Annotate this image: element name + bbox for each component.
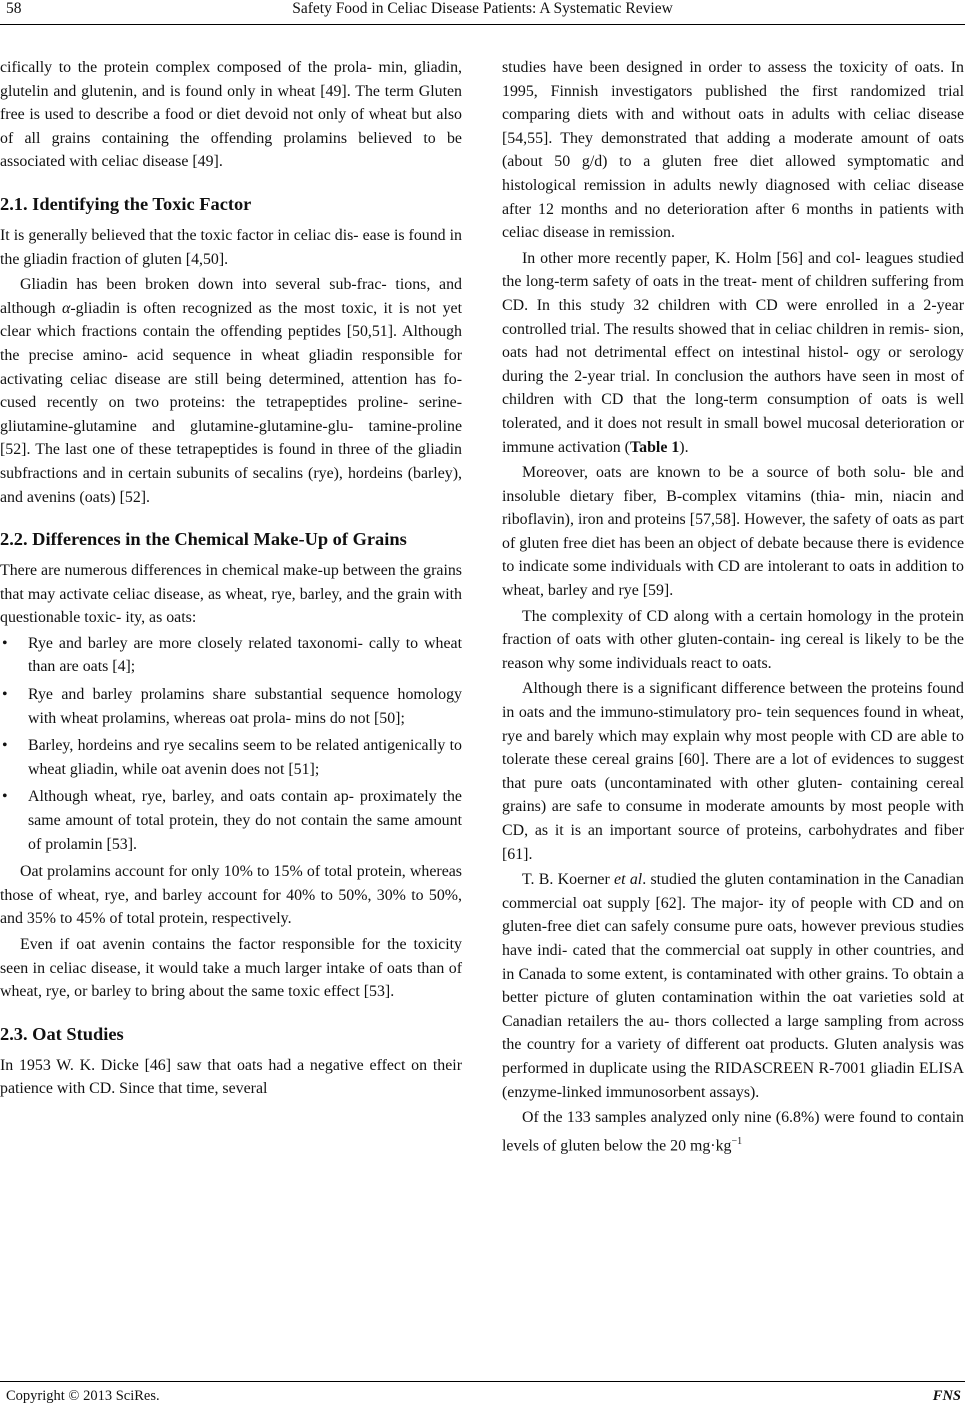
list-item — [0, 734, 462, 781]
paragraph: Even if oat avenin contains the factor responsible for the toxicity seen in celiac disease, it would take a much larger intake of oats than of wheat, rye, or barley to bring about the same toxic effect [53]. — [0, 936, 462, 1001]
section-heading-2-1: 2.1. Identifying the Toxic Factor — [0, 193, 252, 214]
paragraph — [502, 868, 964, 1104]
text-run: -gliadin is often recognized as the most toxic, it is not yet clear which fractions contain the offending peptides [50,51]. Although the precise amino- acid sequence in wheat gliadin responsible for activating celiac disease are still being determined, attention has fo- cused recently on two proteins: the tetrapeptides proline- serine-gliutamine-glutamine and glutamine-glutamine-glu- tamine-proline [52]. The last one of these tetrapeptides is found in three of the gliadin subfractions and in certain subunits of secalins (rye), hordeins (barley), and avenins (oats) [52]. — [0, 299, 462, 506]
text-run: Gliadin has been broken down into several sub-frac- tions, and although — [0, 276, 462, 317]
paragraph: cifically to the protein complex composed of the prola- min, gliadin, glutelin and glutenin, and is found only in wheat [49]. The term Gluten free is used to describe a food or diet devoid not only of wheat but also of all grains containing the offending prolamins believed to be associated with celiac disease [49]. — [0, 59, 462, 171]
paragraph: studies have been designed in order to assess the toxicity of oats. In 1995, Finnish investigators published the first randomized trial comparing diets with and without oats in adults with celiac disease [54,55]. They demonstrated that adding a moderate amount of oats (about 50 g/d) to a gluten free diet allowed symptomatic and histological remission in adults newly diagnosed with celiac disease after 12 months and no deterioration after 6 months in patients with celiac disease in remission. — [502, 59, 964, 242]
header-rule — [0, 24, 965, 25]
text-run: ). — [679, 438, 689, 456]
table-reference: Table 1 — [629, 438, 680, 456]
list-item — [0, 683, 462, 730]
bullet-icon: • — [2, 788, 8, 806]
text-run: Of the 133 samples analyzed only nine (6.8%) were found to contain levels of gluten below the 20 mg·kg — [502, 1109, 964, 1155]
running-title: Safety Food in Celiac Disease Patients: A Systematic Review — [292, 0, 673, 17]
list-item — [0, 632, 462, 679]
italic-text: et al — [614, 871, 643, 889]
left-column — [0, 56, 462, 1101]
paragraph: In 1953 W. K. Dicke [46] saw that oats had a negative effect on their patience with CD. Since that time, several — [0, 1056, 462, 1098]
copyright-notice: Copyright © 2013 SciRes. — [6, 1388, 160, 1404]
list-item-text: Rye and barley prolamins share substantial sequence homology with wheat prolamins, whereas oat prola- mins do not [50]; — [28, 686, 462, 727]
footer-rule — [0, 1381, 965, 1382]
list-item-text: Rye and barley are more closely related taxonomi- cally to wheat than are oats [4]; — [28, 634, 462, 676]
text-run: In other more recently paper, K. Holm [56] and col- leagues studied the long-term safety of oats in the treat- ment of children suffering from CD. In this study 32 children with CD were enrolled in a 2-year controlled trial. The results showed that in celiac children in remis- sion, oats had not detrimental effect on intestinal histol- ogy or serology during the 2-year trial. In conclusion the authors have seen in most of children with CD that the long-term consumption of oats is well tolerated, and it does not result in small bowel mucosal deterioration or immune activation ( — [502, 249, 964, 456]
superscript: −1 — [731, 1135, 743, 1147]
paragraph — [502, 247, 964, 459]
alpha-symbol: α — [62, 299, 71, 317]
bullet-icon: • — [2, 686, 8, 704]
list-item — [0, 785, 462, 856]
paragraph — [0, 273, 462, 509]
journal-abbreviation: FNS — [932, 1388, 961, 1404]
section-heading-2-2: 2.2. Differences in the Chemical Make-Up of Grains — [0, 529, 407, 550]
section-heading-2-3: 2.3. Oat Studies — [0, 1023, 124, 1044]
paragraph: Moreover, oats are known to be a source of both solu- ble and insoluble dietary fiber, B-complex vitamins (thia- min, niacin and riboflavin), iron and proteins [57,58]. However, the safety of oats as part of gluten free diet has been an object of debate because there is evidence to indicate some individuals with CD are intolerant to oats in addition to wheat, barley and rye [59]. — [502, 464, 964, 600]
list-item-text: Barley, hordeins and rye secalins seem to be related antigenically to wheat gliadin, while oat avenin does not [51]; — [28, 737, 462, 778]
paragraph: Although there is a significant difference between the proteins found in oats and the immuno-stimulatory pro- tein sequences found in wheat, rye and barely which may explain why most people with CD are able to tolerate these cereal grains [60]. There are a lot of evidences to suggest that pure oats (uncontaminated with other gluten- containing cereal grains) are safe to consume in moderate amounts by most people with CD, as it is an important source of proteins, carbohydrates and fiber [61]. — [502, 680, 964, 863]
page-number: 58 — [6, 0, 22, 17]
right-column — [502, 56, 964, 1158]
paragraph — [502, 1106, 964, 1157]
bullet-icon: • — [2, 737, 8, 755]
paragraph: It is generally believed that the toxic factor in celiac dis- ease is found in the gliadin fraction of gluten [4,50]. — [0, 226, 462, 268]
paragraph: Oat prolamins account for only 10% to 15% of total protein, whereas those of wheat, rye, and barley account for 40% to 50%, 30% to 50%, and 35% to 45% of total protein, respectively. — [0, 863, 462, 928]
paragraph: The complexity of CD along with a certain homology in the protein fraction of oats with other gluten-contain- ing cereal is likely to be the reason why some individuals react to oats. — [502, 607, 964, 672]
bullet-icon: • — [2, 634, 8, 652]
text-run: T. B. Koerner — [522, 871, 615, 889]
text-run: . studied the gluten contamination in the Canadian commercial oat supply [62]. The major- ity of people with CD and on gluten-free diet can safely consume pure oats, however previous studies have indi- cated that the commercial oat supply in other countries, and in Canada to some extent, is contaminated with other grains. To obtain a better picture of gluten contamination within the oat varieties sold at Canadian retailers the au- thors collected a large sampling from across the country for a variety of different oat products. Gluten analysis was performed in duplicate using the RIDASCREEN R-7001 gliadin ELISA (enzyme-linked immunosorbent assays). — [502, 871, 964, 1101]
bullet-list — [0, 632, 462, 856]
list-item-text: Although wheat, rye, barley, and oats contain ap- proximately the same amount of total protein, they do not contain the same amount of prolamin [53]. — [28, 788, 462, 853]
paragraph: There are numerous differences in chemical make-up between the grains that may activate celiac disease, as wheat, rye, barley, and the grain with questionable toxic- ity, as oats: — [0, 562, 462, 627]
